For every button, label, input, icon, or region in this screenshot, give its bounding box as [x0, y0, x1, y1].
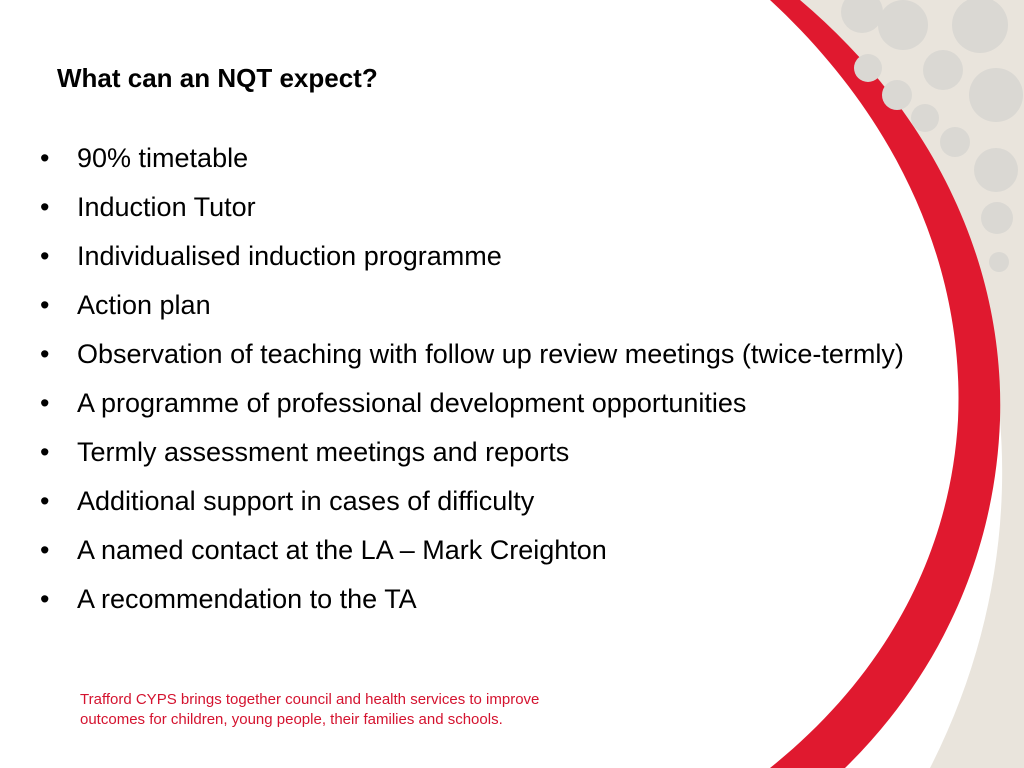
slide-title: What can an NQT expect?	[57, 63, 378, 93]
bullet-text: A programme of professional development opportunities	[77, 388, 747, 418]
bullet-text: Additional support in cases of difficulty	[77, 486, 535, 516]
bullet-list	[40, 139, 940, 629]
bullet-text: Observation of teaching with follow up review meetings (twice-termly)	[77, 339, 904, 369]
bullet-marker: •	[40, 388, 50, 418]
footer-tagline	[80, 690, 539, 730]
list-item	[40, 433, 940, 472]
bullet-marker: •	[40, 437, 50, 467]
bullet-marker: •	[40, 486, 50, 516]
list-item	[40, 482, 940, 521]
list-item	[40, 384, 940, 423]
list-item	[40, 188, 940, 227]
bullet-marker: •	[40, 192, 50, 222]
footer-line-2: outcomes for children, young people, their families and schools.	[80, 711, 503, 728]
bullet-marker: •	[40, 241, 50, 271]
bullet-text: Action plan	[77, 290, 211, 320]
list-item	[40, 237, 940, 276]
list-item	[40, 286, 940, 325]
bullet-text: Individualised induction programme	[77, 241, 502, 271]
list-item	[40, 580, 940, 619]
footer-line-1: Trafford CYPS brings together council and health services to improve	[80, 691, 540, 708]
bullet-text: 90% timetable	[77, 143, 249, 173]
list-item	[40, 139, 940, 178]
list-item	[40, 531, 940, 570]
bullet-text: A recommendation to the TA	[77, 584, 417, 614]
bullet-text: A named contact at the LA – Mark Creighton	[77, 535, 607, 565]
list-item	[40, 335, 940, 374]
bullet-text: Induction Tutor	[77, 192, 256, 222]
bullet-marker: •	[40, 290, 50, 320]
bullet-marker: •	[40, 535, 50, 565]
bullet-marker: •	[40, 143, 50, 173]
bullet-text: Termly assessment meetings and reports	[77, 437, 570, 467]
bullet-marker: •	[40, 584, 50, 614]
bullet-marker: •	[40, 339, 50, 369]
